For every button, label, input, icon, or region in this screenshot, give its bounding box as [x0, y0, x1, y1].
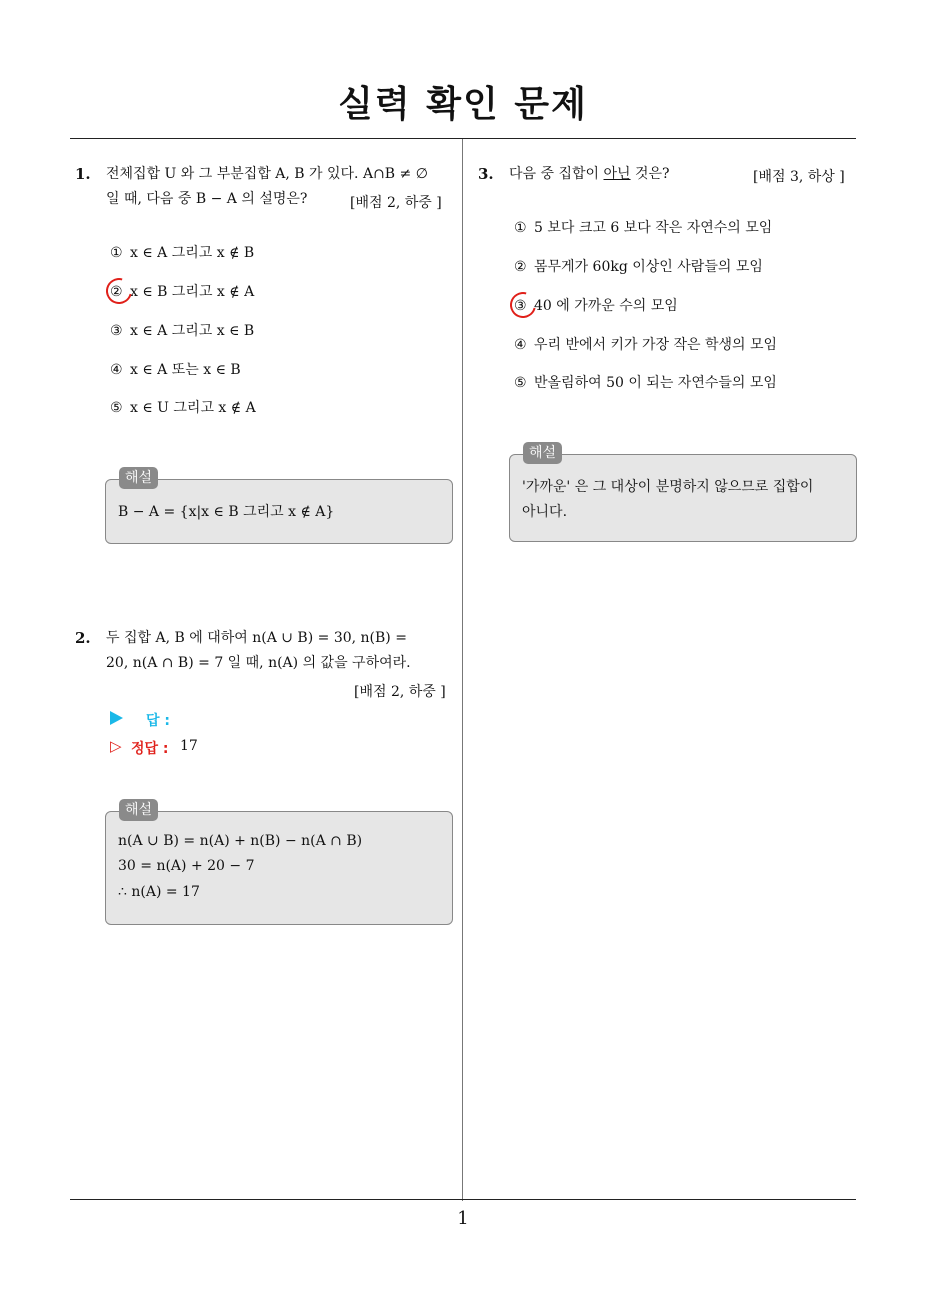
choice-number: ③ [514, 298, 527, 314]
q3-choice-5[interactable] [514, 372, 777, 392]
choice-text: x ∈ A 그리고 x ∉ B [130, 245, 255, 261]
choice-text: x ∈ U 그리고 x ∉ A [130, 400, 256, 416]
q2-correct-value: 17 [180, 738, 198, 754]
choice-number: ⑤ [514, 375, 527, 391]
choice-text: 5 보다 크고 6 보다 작은 자연수의 모임 [534, 220, 773, 236]
choice-text: x ∈ A 또는 x ∈ B [130, 362, 241, 378]
q1-text [106, 162, 456, 187]
q3-explanation-line-1: '가까운' 은 그 대상이 분명하지 않으므로 집합이 [522, 479, 814, 495]
q2-line2: 20, n(A ∩ B) = 7 일 때, n(A) 의 값을 구하여라. [106, 655, 411, 671]
page-title: 실력 확인 문제 [338, 84, 588, 125]
choice-text: 40 에 가까운 수의 모임 [534, 298, 678, 314]
page-number: 1 [457, 1208, 469, 1229]
q3-choice-3[interactable] [514, 295, 678, 315]
q2-answer-label: 답 : [146, 713, 170, 729]
q2-line1: 두 집합 A, B 에 대하여 n(A ∪ B) = 30, n(B) = [106, 630, 407, 646]
q3-text [509, 162, 670, 187]
q2-explanation-tag: 해설 [119, 799, 158, 821]
q2-explanation-line-1: n(A ∪ B) = n(A) + n(B) − n(A ∩ B) [118, 833, 363, 849]
q3-score: [배점 3, 하상 ] [753, 169, 845, 185]
q1-choice-3[interactable] [110, 320, 254, 340]
q1-explanation-tag: 해설 [119, 467, 158, 489]
column-divider [462, 139, 463, 1201]
q3-choice-2[interactable] [514, 256, 763, 276]
q3-choice-1[interactable] [514, 217, 772, 237]
q1-selected-mark-icon [101, 273, 137, 309]
q1-choice-1[interactable] [110, 242, 254, 262]
q2-explanation-line-3: ∴ n(A) = 17 [118, 884, 200, 900]
choice-number: ④ [110, 362, 123, 378]
q2-correct-label: 정답 : [131, 741, 169, 757]
q2-number: 2. [75, 629, 91, 647]
answer-arrow-icon [110, 711, 123, 725]
choice-number: ① [110, 245, 123, 261]
choice-number: ② [514, 259, 527, 275]
header-rule [70, 138, 856, 139]
q3-number: 3. [478, 165, 494, 183]
q1-choice-5[interactable] [110, 397, 256, 417]
q3-text-after: 것은? [630, 166, 670, 182]
q3-explanation-line-2: 아니다. [522, 504, 568, 520]
choice-text: x ∈ A 그리고 x ∈ B [130, 323, 255, 339]
correct-arrow-icon: ▷ [110, 737, 122, 755]
q1-choice-4[interactable] [110, 359, 241, 379]
choice-text: x ∈ B 그리고 x ∉ A [130, 284, 255, 300]
q1-number: 1. [75, 165, 91, 183]
choice-number: ② [110, 284, 123, 300]
q1-line2: 일 때, 다음 중 B − A 의 설명은? [106, 191, 308, 207]
choice-number: ① [514, 220, 527, 236]
q3-choice-4[interactable] [514, 334, 777, 354]
q3-selected-mark-icon [505, 287, 541, 323]
q1-line1: 전체집합 U 와 그 부분집합 A, B 가 있다. A∩B ≠ ∅ [106, 166, 428, 182]
q3-text-before: 다음 중 집합이 [509, 166, 604, 182]
q3-explanation-tag: 해설 [523, 442, 562, 464]
q2-explanation-line-2: 30 = n(A) + 20 − 7 [118, 858, 255, 874]
q3-text-underlined: 아닌 [603, 166, 631, 182]
choice-text: 우리 반에서 키가 가장 작은 학생의 모임 [534, 337, 778, 353]
q1-score: [배점 2, 하중 ] [350, 195, 442, 211]
choice-number: ④ [514, 337, 527, 353]
q1-explanation-line: B − A = {x|x ∈ B 그리고 x ∉ A} [118, 504, 335, 520]
footer-rule [70, 1199, 856, 1200]
q2-score: [배점 2, 하중 ] [354, 684, 446, 700]
choice-number: ③ [110, 323, 123, 339]
choice-text: 반올림하여 50 이 되는 자연수들의 모임 [534, 375, 777, 391]
q3-explanation-box [509, 454, 857, 542]
choice-text: 몸무게가 60kg 이상인 사람들의 모임 [534, 259, 763, 275]
choice-number: ⑤ [110, 400, 123, 416]
